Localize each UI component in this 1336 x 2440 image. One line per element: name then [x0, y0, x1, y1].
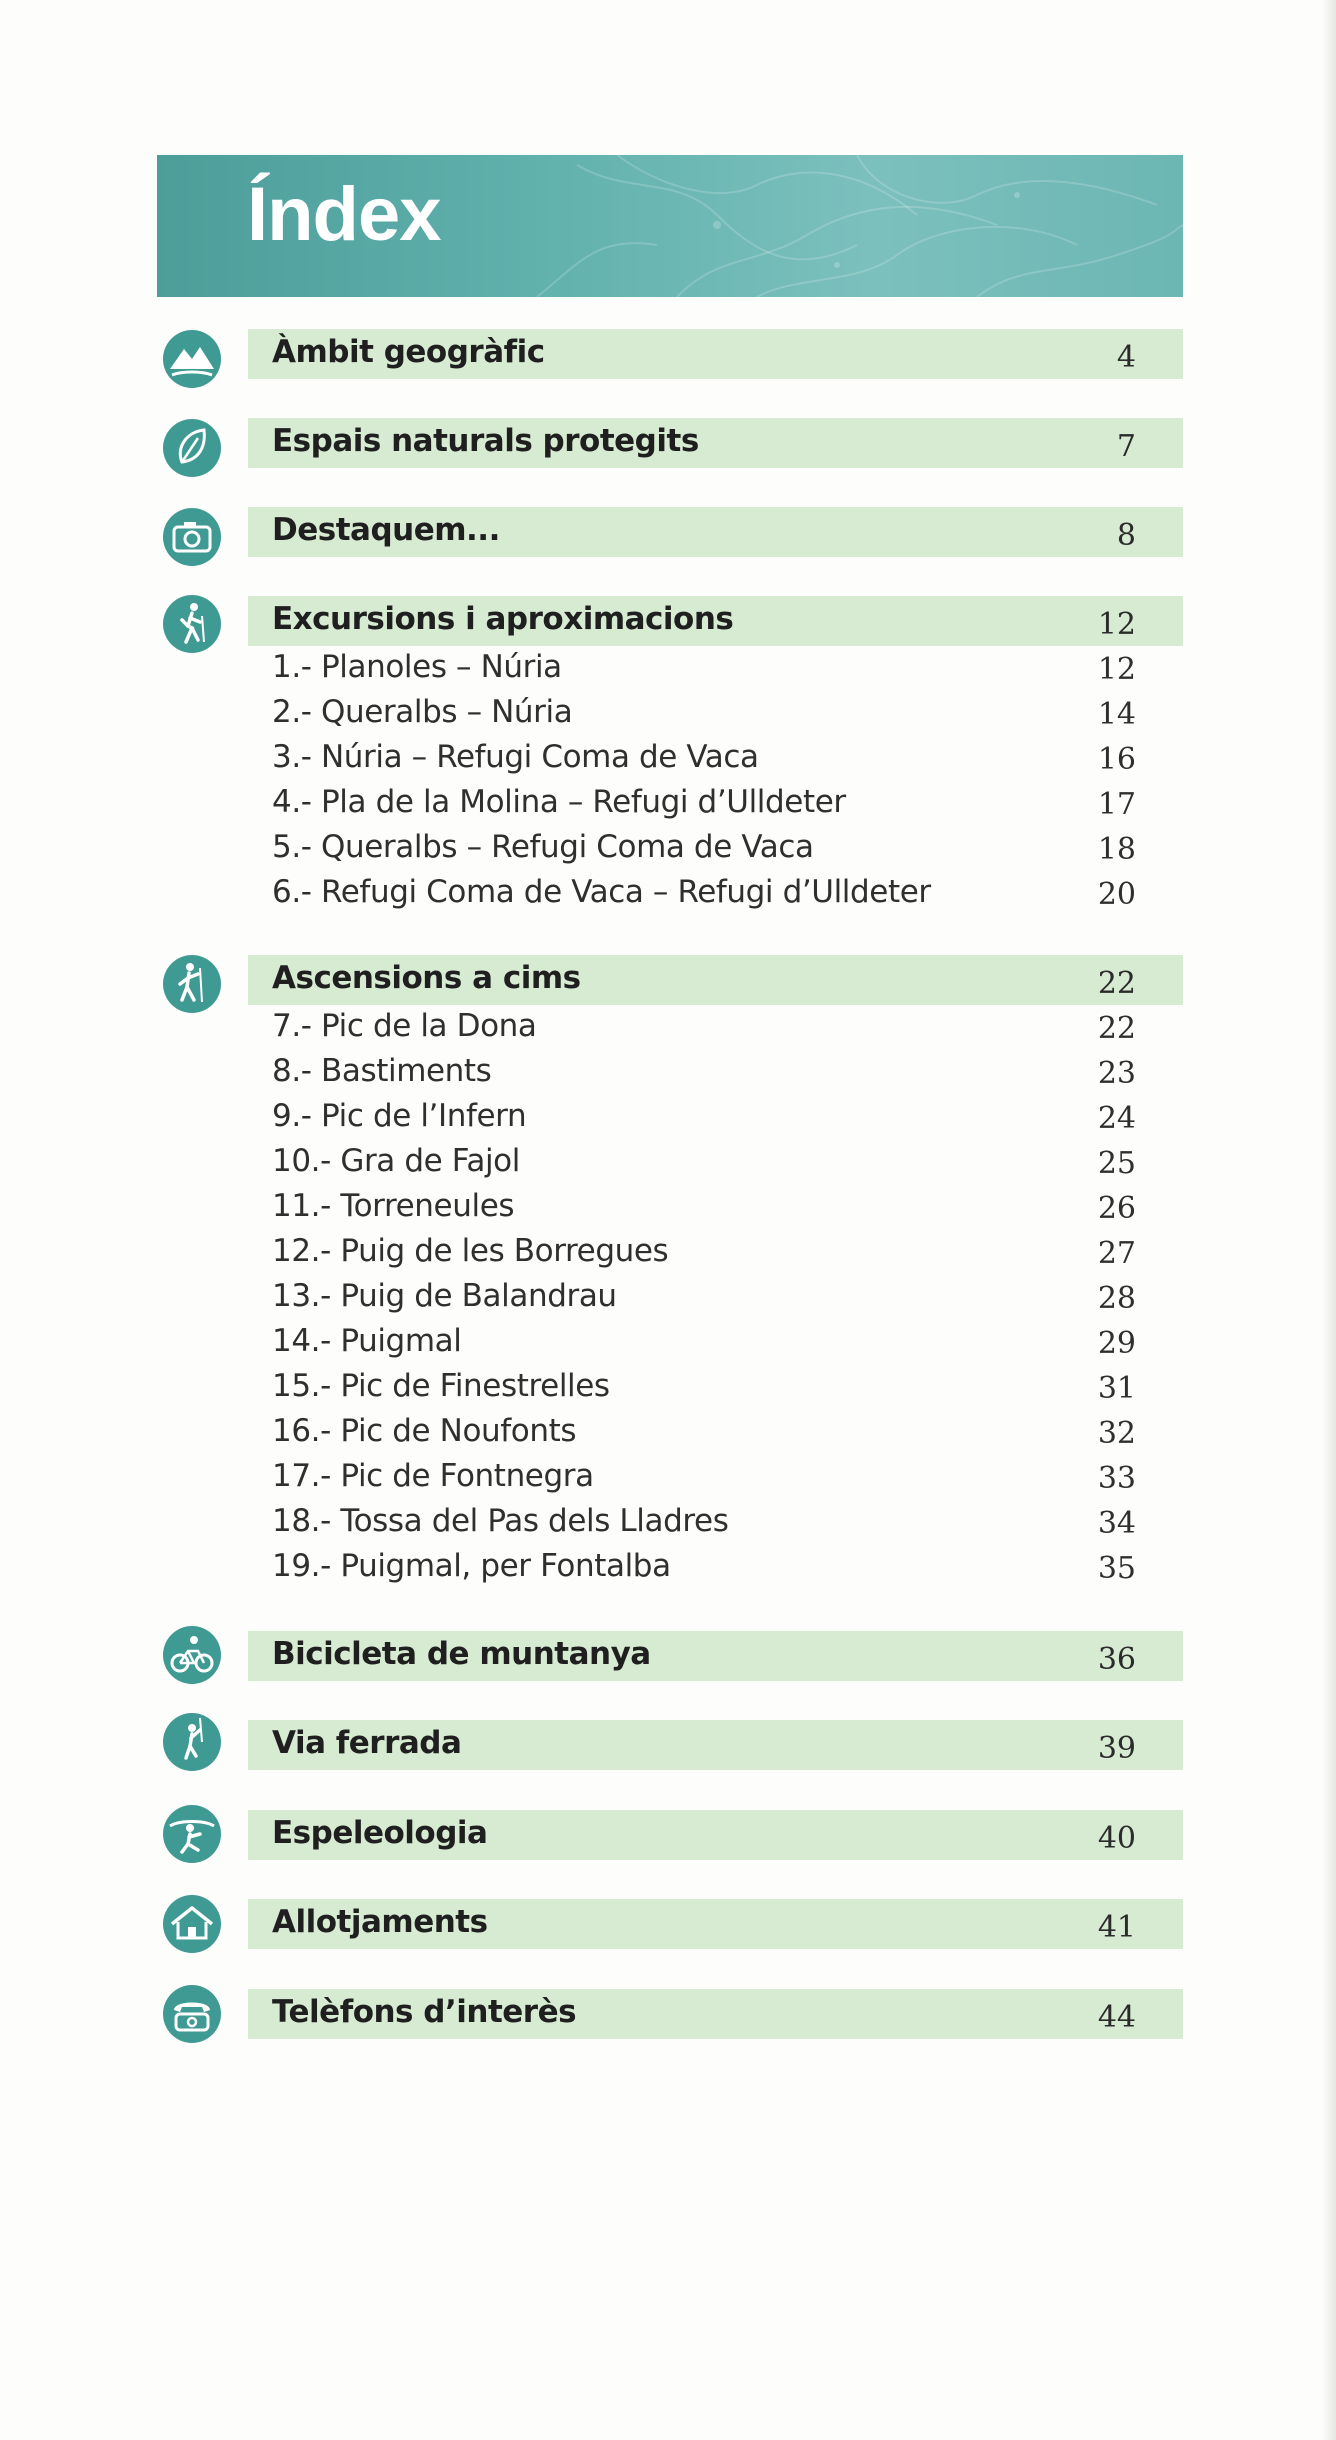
page-number: 22	[1097, 966, 1136, 1001]
page-number: 20	[1097, 877, 1136, 912]
page-number: 27	[1097, 1236, 1136, 1271]
page-number: 25	[1097, 1146, 1136, 1181]
page-title: Índex	[247, 172, 441, 257]
page-edge-shadow	[1322, 0, 1336, 2440]
camera-icon	[162, 507, 222, 567]
section-title-telefons[interactable]: Telèfons d’interès	[272, 1994, 577, 2030]
page-number: 44	[1097, 2000, 1136, 2035]
page-number: 12	[1097, 607, 1136, 642]
page-number: 17	[1097, 787, 1136, 822]
section-title-bicicleta[interactable]: Bicicleta de muntanya	[272, 1636, 651, 1672]
index-header	[157, 155, 1183, 297]
list-item[interactable]: 5.- Queralbs – Refugi Coma de Vaca	[272, 829, 814, 865]
climber-icon	[162, 954, 222, 1014]
mountain-icon	[162, 329, 222, 389]
page-number: 4	[1116, 340, 1136, 375]
list-item[interactable]: 3.- Núria – Refugi Coma de Vaca	[272, 739, 759, 775]
list-item[interactable]: 16.- Pic de Noufonts	[272, 1413, 577, 1449]
page-number: 35	[1097, 1551, 1136, 1586]
section-title-espais[interactable]: Espais naturals protegits	[272, 423, 699, 459]
section-title-ambit[interactable]: Àmbit geogràfic	[272, 334, 545, 370]
page-number: 8	[1116, 518, 1136, 553]
list-item[interactable]: 10.- Gra de Fajol	[272, 1143, 520, 1179]
list-item[interactable]: 6.- Refugi Coma de Vaca – Refugi d’Ulldeter	[272, 874, 931, 910]
page-number: 12	[1097, 652, 1136, 687]
list-item[interactable]: 4.- Pla de la Molina – Refugi d’Ulldeter	[272, 784, 846, 820]
list-item[interactable]: 15.- Pic de Finestrelles	[272, 1368, 610, 1404]
hiker-icon	[162, 594, 222, 654]
page-number: 18	[1097, 832, 1136, 867]
list-item[interactable]: 1.- Planoles – Núria	[272, 649, 562, 685]
section-title-excursions[interactable]: Excursions i aproximacions	[272, 601, 734, 637]
section-title-destaquem[interactable]: Destaquem...	[272, 512, 500, 548]
page-number: 28	[1097, 1281, 1136, 1316]
caving-icon	[162, 1804, 222, 1864]
list-item[interactable]: 7.- Pic de la Dona	[272, 1008, 537, 1044]
list-item[interactable]: 2.- Queralbs – Núria	[272, 694, 573, 730]
list-item[interactable]: 12.- Puig de les Borregues	[272, 1233, 669, 1269]
page-number: 39	[1097, 1731, 1136, 1766]
via-ferrata-icon	[162, 1712, 222, 1772]
page-number: 34	[1097, 1506, 1136, 1541]
page-number: 22	[1097, 1011, 1136, 1046]
list-item[interactable]: 8.- Bastiments	[272, 1053, 492, 1089]
page-number: 24	[1097, 1101, 1136, 1136]
list-item[interactable]: 18.- Tossa del Pas dels Lladres	[272, 1503, 729, 1539]
list-item[interactable]: 13.- Puig de Balandrau	[272, 1278, 617, 1314]
house-icon	[162, 1894, 222, 1954]
list-item[interactable]: 14.- Puigmal	[272, 1323, 462, 1359]
page-number: 16	[1097, 742, 1136, 777]
list-item[interactable]: 9.- Pic de l’Infern	[272, 1098, 527, 1134]
leaf-icon	[162, 418, 222, 478]
page-number: 36	[1097, 1642, 1136, 1677]
telephone-icon	[162, 1984, 222, 2044]
page-number: 41	[1097, 1910, 1136, 1945]
page-number: 26	[1097, 1191, 1136, 1226]
section-title-allotjaments[interactable]: Allotjaments	[272, 1904, 488, 1940]
list-item[interactable]: 19.- Puigmal, per Fontalba	[272, 1548, 671, 1584]
page-number: 7	[1116, 429, 1136, 464]
page-number: 23	[1097, 1056, 1136, 1091]
list-item[interactable]: 11.- Torreneules	[272, 1188, 515, 1224]
section-title-espeleologia[interactable]: Espeleologia	[272, 1815, 488, 1851]
page-number: 32	[1097, 1416, 1136, 1451]
list-item[interactable]: 17.- Pic de Fontnegra	[272, 1458, 594, 1494]
page-number: 14	[1097, 697, 1136, 732]
section-title-ascensions[interactable]: Ascensions a cims	[272, 960, 581, 996]
page-number: 29	[1097, 1326, 1136, 1361]
page-number: 31	[1097, 1371, 1136, 1406]
bicycle-icon	[162, 1625, 222, 1685]
page-number: 40	[1097, 1821, 1136, 1856]
page-number: 33	[1097, 1461, 1136, 1496]
section-title-via-ferrada[interactable]: Via ferrada	[272, 1725, 462, 1761]
